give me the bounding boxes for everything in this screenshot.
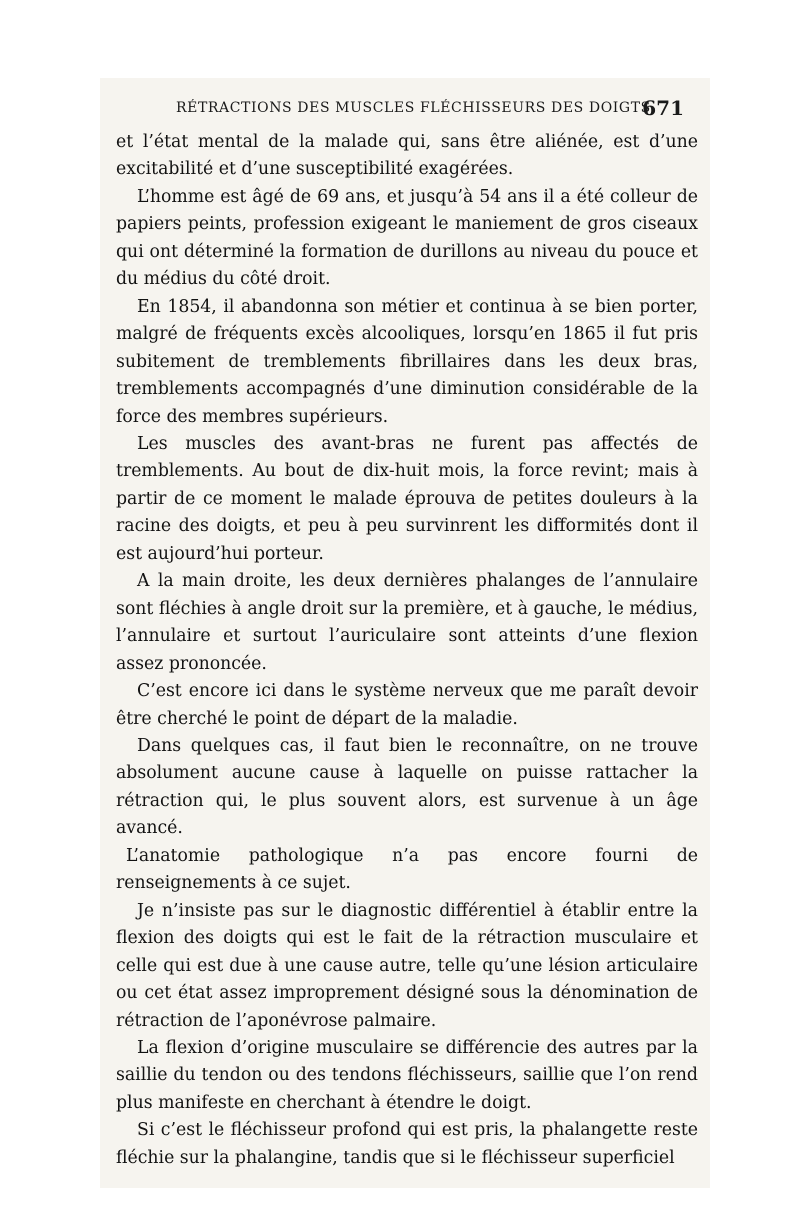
paragraph-7: Dans quelques cas, il faut bien le reconnaître, on ne trouve absolument aucune cause à laquelle on puisse rattacher la rétraction qui, le plus souvent alors, est survenue à un âge avancé. [116, 735, 698, 839]
paragraph-1: et l’état mental de la malade qui, sans être aliénée, est d’une excitabilité et d’une susceptibilité exagérées. [116, 132, 698, 180]
page-number: 671 [642, 96, 684, 120]
paragraph-3: En 1854, il abandonna son métier et continua à se bien porter, malgré de fréquents excès alcooliques, lorsqu’en 1865 il fut pris subitement de tremblements fibrillaires dans les deux bras, tremblements accompagnés d’une diminution considérable de la force des membres supérieurs. [116, 296, 698, 427]
page-header [118, 96, 692, 126]
paragraph-11: Si c’est le fléchisseur profond qui est pris, la phalangette reste fléchie sur la phalangine, tandis que si le fléchisseur superficiel [116, 1120, 698, 1168]
body-text [116, 129, 698, 1172]
paragraph-6: C’est encore ici dans le système nerveux que me paraît devoir être cherché le point de départ de la maladie. [116, 681, 698, 729]
paragraph-8: L’anatomie pathologique n’a pas encore fourni de renseignements à ce sujet. [116, 845, 698, 894]
paragraph-9: Je n’insiste pas sur le diagnostic différentiel à établir entre la flexion des doigts qui est le fait de la rétraction musculaire et celle qui est due à une cause autre, telle qu’une lésion articulaire ou cet état assez improprement désigné sous la dénomination de rétraction de l’aponévrose palmaire. [116, 900, 698, 1031]
paragraph-10: La flexion d’origine musculaire se différencie des autres par la saillie du tendon ou des tendons fléchisseurs, saillie que l’on rend plus manifeste en cherchant à étendre le doigt. [116, 1037, 698, 1113]
paragraph-4: Les muscles des avant-bras ne furent pas affectés de tremblements. Au bout de dix-huit mois, la force revint; mais à partir de ce moment le malade éprouva de petites douleurs à la racine des doigts, et peu à peu survinrent les difformités dont il est aujourd’hui porteur. [116, 433, 698, 564]
book-page [100, 78, 710, 1188]
paragraph-5: A la main droite, les deux dernières phalanges de l’annulaire sont fléchies à angle droit sur la première, et à gauche, le médius, l’annulaire et surtout l’auriculaire sont atteints d’une flexion assez prononcée. [116, 571, 698, 674]
running-title: RÉTRACTIONS DES MUSCLES FLÉCHISSEURS DES DOIGTS. [176, 100, 656, 116]
paragraph-2: L’homme est âgé de 69 ans, et jusqu’à 54 ans il a été colleur de papiers peints, profession exigeant le maniement de gros ciseaux qui ont déterminé la formation de durillons au niveau du pouce et du médius du côté droit. [116, 186, 698, 290]
